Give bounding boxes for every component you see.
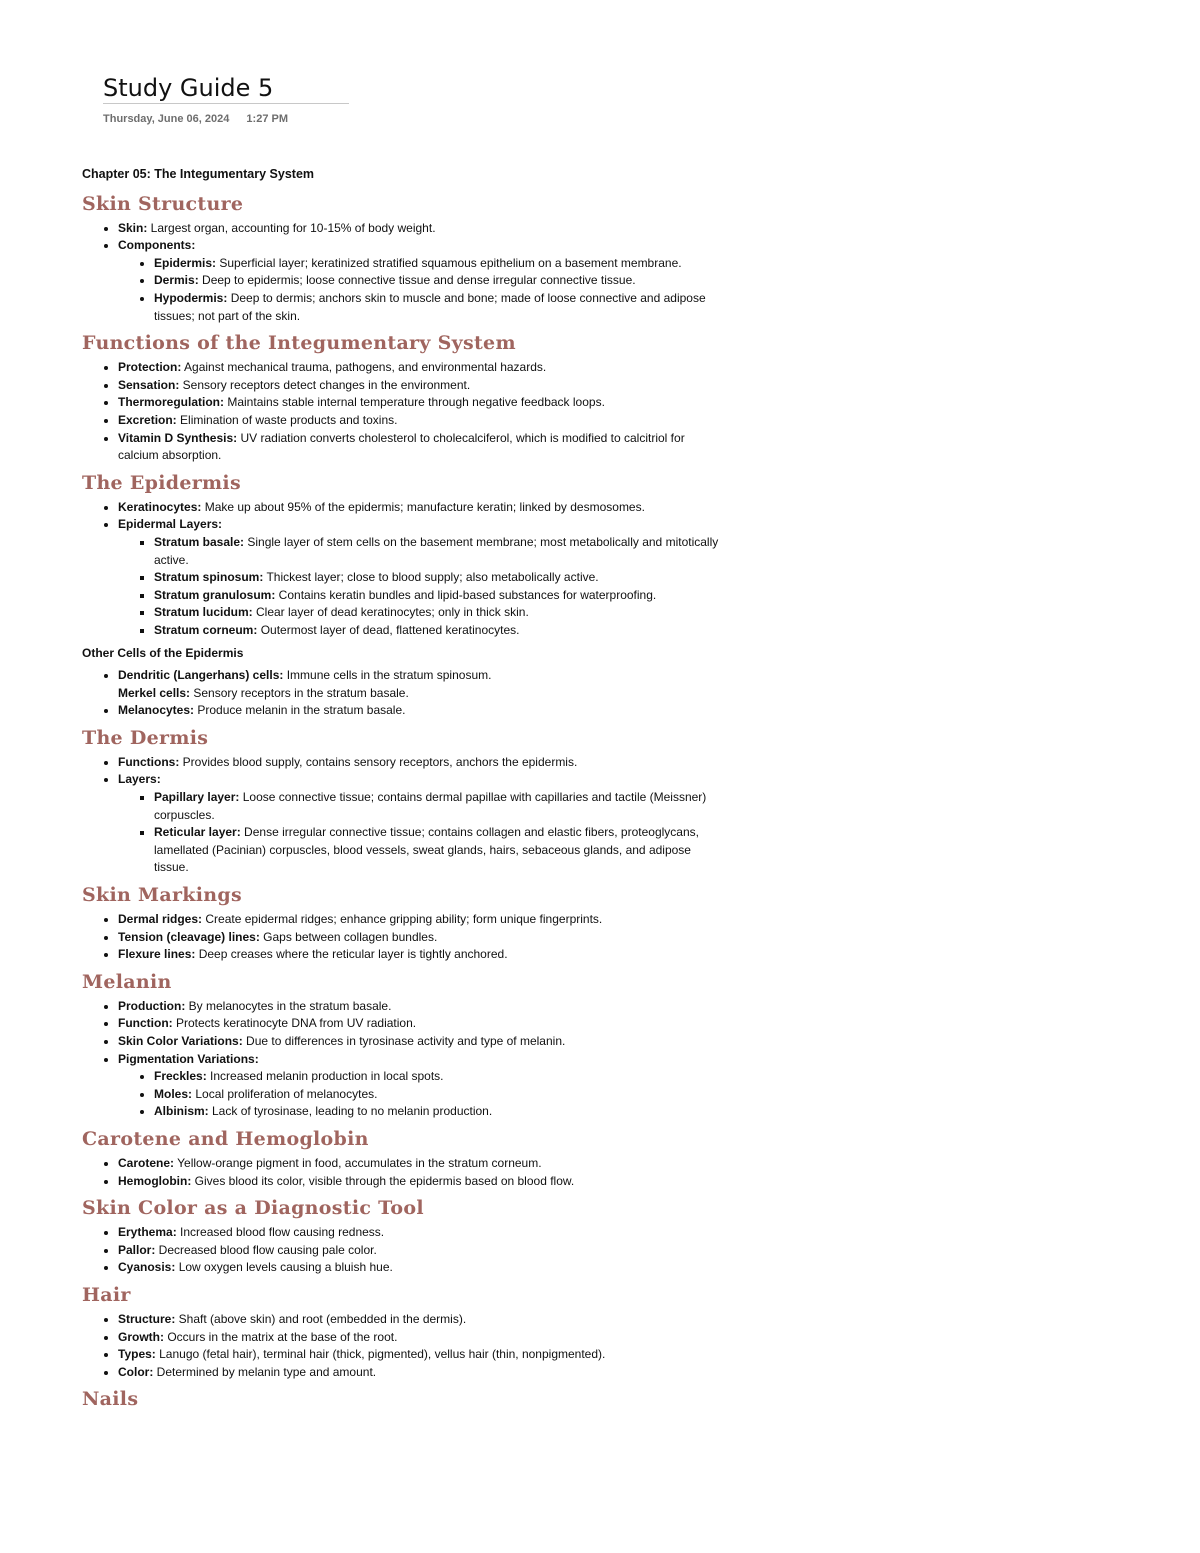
term: Carotene: [118, 1155, 175, 1170]
list-item [118, 685, 722, 703]
desc: Largest organ, accounting for 10-15% of body weight. [147, 220, 436, 235]
list-item [118, 1155, 722, 1173]
page-time: 1:27 PM [246, 113, 288, 125]
desc: Deep to dermis; anchors skin to muscle and bone; made of loose connective and adipose tissues; not part of the skin. [154, 290, 706, 323]
list-item [118, 1242, 722, 1260]
list-item [118, 771, 722, 877]
list-item [118, 1015, 722, 1033]
sublist-pigmentation [118, 1068, 722, 1121]
desc: Maintains stable internal temperature through negative feedback loops. [224, 395, 605, 410]
list-item [118, 911, 722, 929]
list-item [118, 1051, 722, 1121]
term: Flexure lines: [118, 947, 196, 962]
desc: Against mechanical trauma, pathogens, and environmental hazards. [181, 360, 547, 375]
list-item [154, 290, 722, 325]
term: Reticular layer: [154, 825, 241, 840]
list-item [154, 272, 722, 290]
heading-melanin: Melanin [82, 970, 172, 993]
desc: Occurs in the matrix at the base of the root. [164, 1329, 398, 1344]
desc: Create epidermal ridges; enhance gripping ability; form unique fingerprints. [202, 912, 603, 926]
list-item [154, 824, 722, 877]
term: Vitamin D Synthesis: [118, 430, 238, 445]
chapter-heading: Chapter 05: The Integumentary System [82, 167, 315, 181]
heading-epidermis: The Epidermis [82, 471, 241, 494]
list-diagnostic [82, 1224, 722, 1277]
term: Sensation: [118, 377, 180, 392]
desc: Outermost layer of dead, flattened keratinocytes. [257, 622, 520, 637]
list-item [154, 789, 722, 824]
desc: Immune cells in the stratum spinosum. [283, 668, 492, 683]
term: Protection: [118, 360, 182, 375]
term: Cyanosis: [118, 1260, 176, 1275]
term: Excretion: [118, 412, 177, 427]
heading-skin-structure: Skin Structure [82, 192, 244, 215]
list-item [118, 412, 722, 430]
term: Keratinocytes: [118, 499, 202, 514]
desc: Yellow-orange pigment in food, accumulates in the stratum corneum. [174, 1155, 542, 1170]
heading-functions: Functions of the Integumentary System [82, 332, 516, 355]
list-item [118, 667, 722, 685]
term: Pallor: [118, 1242, 156, 1257]
heading-other-cells: Other Cells of the Epidermis [82, 646, 244, 661]
desc: Increased melanin production in local spots. [206, 1069, 444, 1084]
desc: Lanugo (fetal hair), terminal hair (thick, pigmented), vellus hair (thin, nonpigmented). [155, 1347, 606, 1362]
list-item [118, 359, 722, 377]
term: Skin: [118, 220, 148, 235]
list-item [118, 946, 722, 964]
term: Production: [118, 998, 186, 1013]
desc: Increased blood flow causing redness. [176, 1225, 385, 1240]
list-skin-structure [82, 220, 722, 326]
sublist-epidermal-layers [118, 534, 722, 640]
term: Epidermal Layers: [118, 517, 223, 532]
term: Pigmentation Variations: [118, 1051, 259, 1066]
list-item [154, 1086, 722, 1104]
list-item [118, 929, 722, 947]
list-item [118, 237, 722, 325]
list-dermis [82, 754, 722, 877]
term: Layers: [118, 772, 161, 787]
heading-carotene: Carotene and Hemoglobin [82, 1127, 369, 1150]
term: Freckles: [154, 1069, 207, 1084]
desc: Shaft (above skin) and root (embedded in the dermis). [175, 1311, 467, 1326]
page-title: Study Guide 5 [103, 74, 274, 102]
list-item [118, 516, 722, 639]
desc: Make up about 95% of the epidermis; manufacture keratin; linked by desmosomes. [201, 499, 645, 514]
term: Functions: [118, 754, 180, 769]
sublist-components [118, 255, 722, 325]
term: Stratum corneum: [154, 622, 258, 637]
list-item [118, 430, 722, 465]
term: Stratum basale: [154, 534, 245, 549]
page-date: Thursday, June 06, 2024 [103, 113, 230, 125]
term: Hemoglobin: [118, 1173, 192, 1188]
desc: Local proliferation of melanocytes. [192, 1086, 378, 1101]
desc: Due to differences in tyrosinase activity and type of melanin. [242, 1033, 566, 1048]
term: Papillary layer: [154, 790, 240, 805]
term: Erythema: [118, 1225, 177, 1240]
list-item [118, 1346, 722, 1364]
desc: Loose connective tissue; contains dermal papillae with capillaries and tactile (Meissner) corpuscles. [154, 790, 707, 822]
heading-diagnostic: Skin Color as a Diagnostic Tool [82, 1197, 424, 1220]
term: Merkel cells: [118, 685, 191, 700]
term: Components: [118, 238, 196, 253]
term: Hypodermis: [154, 290, 228, 305]
term: Function: [118, 1016, 173, 1031]
sublist-dermis-layers [118, 789, 722, 877]
list-carotene [82, 1155, 722, 1190]
list-item [118, 377, 722, 395]
list-item [154, 1068, 722, 1086]
term: Thermoregulation: [118, 395, 225, 410]
term: Growth: [118, 1329, 164, 1344]
heading-nails: Nails [82, 1388, 139, 1411]
term: Stratum lucidum: [154, 605, 253, 620]
desc: By melanocytes in the stratum basale. [185, 998, 392, 1013]
heading-skin-markings: Skin Markings [82, 884, 242, 906]
list-item [154, 604, 722, 622]
term: Albinism: [154, 1104, 209, 1119]
desc: Gives blood its color, visible through the epidermis based on blood flow. [191, 1173, 575, 1188]
list-item [118, 1329, 722, 1347]
term: Epidermis: [154, 255, 217, 270]
term: Moles: [154, 1086, 193, 1101]
list-item [118, 220, 722, 238]
list-item [118, 754, 722, 772]
list-functions [82, 359, 722, 465]
desc: Sensory receptors in the stratum basale. [190, 685, 409, 700]
term: Types: [118, 1347, 156, 1362]
desc: Contains keratin bundles and lipid-based substances for waterproofing. [275, 587, 657, 602]
desc: Decreased blood flow causing pale color. [155, 1242, 377, 1257]
desc: Protects keratinocyte DNA from UV radiation. [172, 1016, 417, 1031]
list-melanin [82, 998, 722, 1121]
list-epidermis [82, 499, 722, 640]
desc: Dense irregular connective tissue; contains collagen and elastic fibers, proteoglycans, lamellated (Pacinian) corpuscles, blood vessels, sweat glands, hairs, sebaceous glands, and adipose tissue. [154, 825, 699, 875]
desc: Lack of tyrosinase, leading to no melanin production. [208, 1104, 493, 1119]
desc: Sensory receptors detect changes in the environment. [179, 377, 471, 392]
term: Dermis: [154, 273, 199, 288]
list-item [118, 1033, 722, 1051]
list-item [118, 394, 722, 412]
list-item [118, 1224, 722, 1242]
heading-dermis: The Dermis [82, 726, 209, 749]
desc: Determined by melanin type and amount. [153, 1364, 377, 1379]
desc: Clear layer of dead keratinocytes; only in thick skin. [252, 605, 529, 620]
list-item [118, 499, 722, 517]
list-item [118, 1311, 722, 1329]
title-divider [103, 103, 349, 104]
term: Dermal ridges: [118, 912, 203, 926]
desc: Thickest layer; close to blood supply; also metabolically active. [263, 570, 599, 585]
desc: Deep creases where the reticular layer is tightly anchored. [195, 947, 508, 962]
desc: Gaps between collagen bundles. [259, 929, 438, 944]
term: Structure: [118, 1311, 176, 1326]
list-item [118, 998, 722, 1016]
list-other-cells [82, 667, 722, 720]
heading-hair: Hair [82, 1283, 131, 1306]
list-skin-markings [82, 911, 722, 964]
desc: Provides blood supply, contains sensory receptors, anchors the epidermis. [179, 754, 578, 769]
list-hair [82, 1311, 722, 1381]
list-item [118, 1173, 722, 1191]
list-item [154, 255, 722, 273]
term: Dendritic (Langerhans) cells: [118, 668, 284, 683]
list-item [118, 1364, 722, 1382]
list-item [118, 1259, 722, 1277]
desc: Superficial layer; keratinized stratified squamous epithelium on a basement membrane. [216, 255, 682, 270]
list-item [154, 587, 722, 605]
list-item [154, 534, 722, 569]
desc: Elimination of waste products and toxins. [176, 412, 398, 427]
desc: Produce melanin in the stratum basale. [194, 703, 406, 718]
list-item [118, 702, 722, 720]
term: Skin Color Variations: [118, 1033, 243, 1048]
page-metadata [103, 113, 302, 125]
desc: UV radiation converts cholesterol to cholecalciferol, which is modified to calcitriol for calcium absorption. [118, 430, 685, 463]
term: Melanocytes: [118, 703, 195, 718]
note-content [82, 166, 722, 1415]
list-item [154, 622, 722, 640]
desc: Low oxygen levels causing a bluish hue. [175, 1260, 393, 1275]
desc: Deep to epidermis; loose connective tissue and dense irregular connective tissue. [198, 273, 636, 288]
term: Color: [118, 1364, 154, 1379]
list-item [154, 569, 722, 587]
desc: Single layer of stem cells on the basement membrane; most metabolically and mitotically active. [154, 534, 719, 567]
term: Tension (cleavage) lines: [118, 929, 260, 944]
term: Stratum spinosum: [154, 570, 264, 585]
term: Stratum granulosum: [154, 587, 276, 602]
list-item [154, 1103, 722, 1121]
